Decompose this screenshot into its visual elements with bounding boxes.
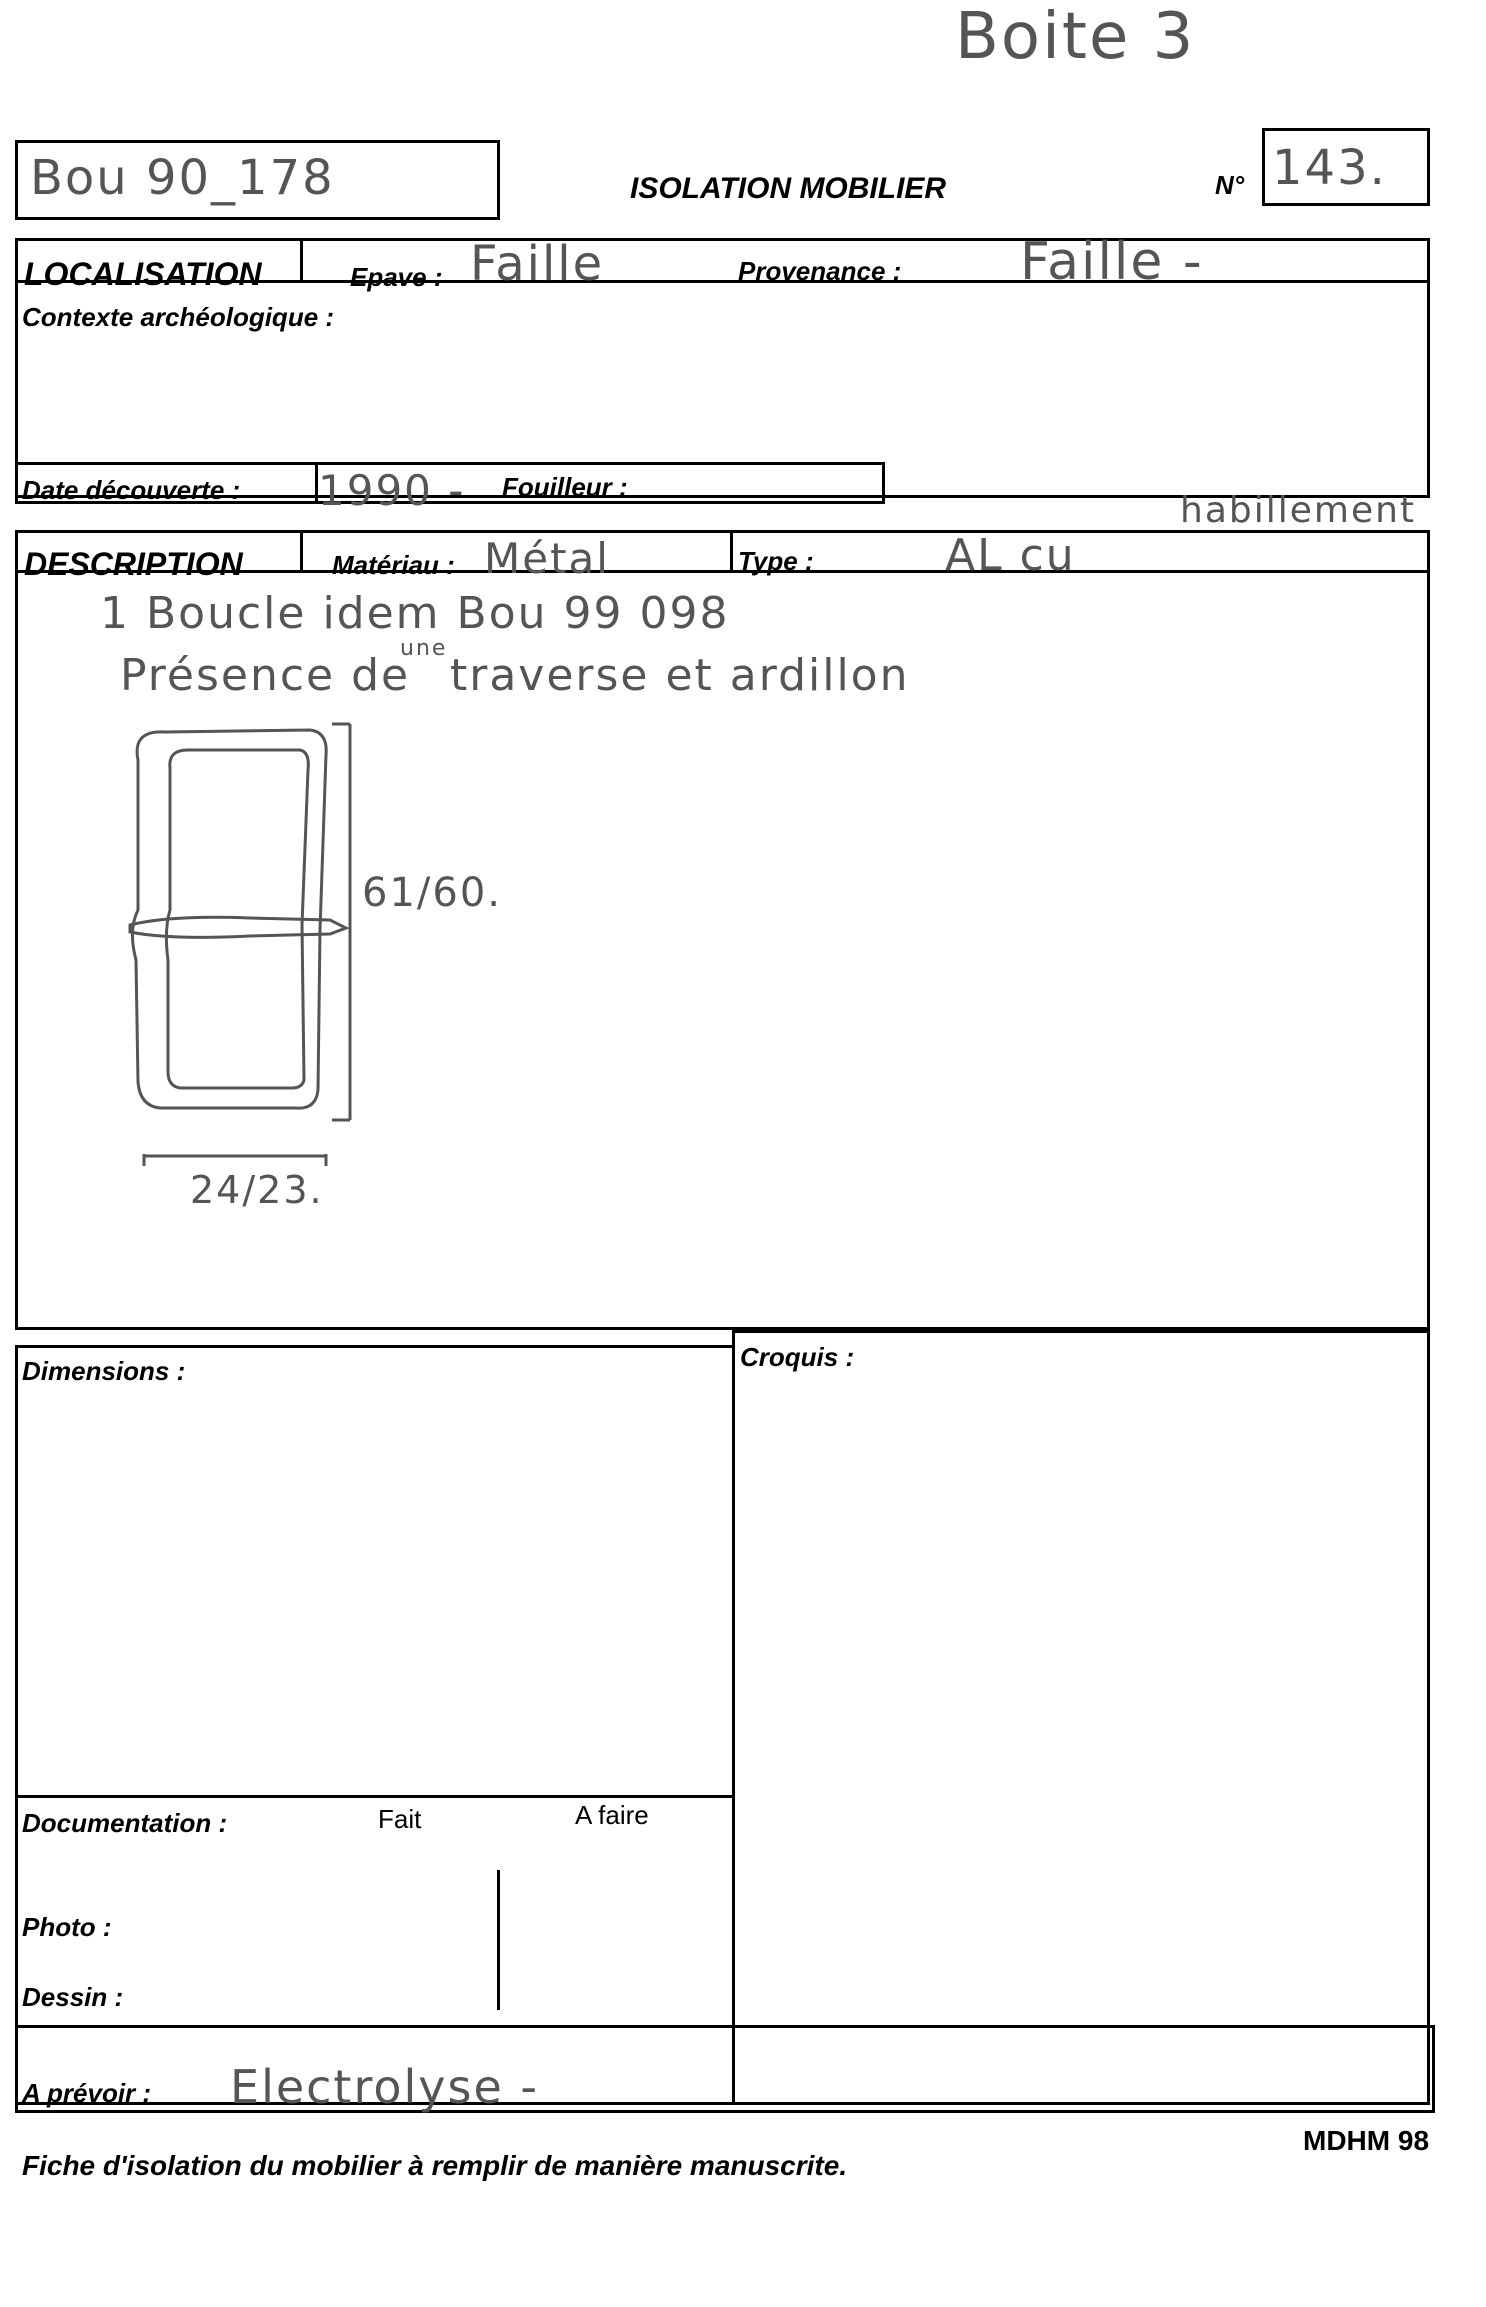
croquis-section	[732, 1330, 1430, 2105]
type-value: AL cu	[945, 530, 1076, 581]
dessin-label: Dessin :	[22, 1982, 124, 2012]
prevoir-section	[15, 2025, 1435, 2113]
number-label: N°	[1215, 170, 1245, 200]
fouilleur-label: Fouilleur :	[502, 472, 628, 502]
dimensions-label: Dimensions :	[22, 1356, 186, 1386]
reference-value: Bou 90_178	[30, 150, 335, 206]
description-label-divider	[300, 530, 303, 572]
documentation-label: Documentation :	[22, 1808, 228, 1838]
prevoir-label: A prévoir :	[22, 2078, 152, 2108]
croquis-label: Croquis :	[740, 1342, 855, 1372]
height-measure: 61/60.	[362, 870, 502, 916]
date-value: 1990 -	[318, 466, 466, 515]
localisation-label: LOCALISATION	[24, 256, 262, 292]
localisation-label-divider	[300, 238, 303, 282]
type-label: Type :	[738, 546, 814, 576]
provenance-value: Faille -	[1020, 232, 1204, 292]
footer-code: MDHM 98	[1303, 2125, 1430, 2156]
description-line-2-start: Présence de	[120, 650, 411, 701]
width-dimension-line	[140, 1150, 340, 1170]
col-done-header: Fait	[378, 1804, 422, 1834]
epave-label: Epave :	[350, 262, 443, 292]
material-label: Matériau :	[332, 550, 455, 580]
note-habillement: habillement	[1180, 490, 1417, 531]
photo-label: Photo :	[22, 1912, 112, 1942]
form-title: ISOLATION MOBILIER	[630, 172, 947, 205]
epave-value: Faille	[470, 236, 605, 292]
width-measure: 24/23.	[190, 1168, 324, 1212]
material-type-divider	[730, 530, 733, 572]
date-label: Date découverte :	[22, 475, 241, 505]
documentation-column-divider	[497, 1870, 500, 2010]
material-value: Métal	[484, 534, 610, 583]
col-todo-header: A faire	[575, 1800, 649, 1830]
box-note: Boite 3	[955, 0, 1196, 74]
documentation-divider	[15, 1795, 735, 1798]
description-line-2-end: traverse et ardillon	[450, 650, 910, 701]
provenance-label: Provenance :	[738, 256, 902, 286]
footer-note: Fiche d'isolation du mobilier à remplir de manière manuscrite.	[22, 2150, 848, 2181]
context-label: Contexte archéologique :	[22, 302, 335, 332]
description-label: DESCRIPTION	[24, 546, 243, 582]
description-line-1: 1 Boucle idem Bou 99 098	[100, 588, 730, 639]
number-value: 143.	[1272, 140, 1387, 196]
prevoir-value: Electrolyse -	[230, 2060, 540, 2114]
description-line-2-superscript: une	[400, 636, 448, 661]
buckle-sketch	[110, 710, 370, 1130]
